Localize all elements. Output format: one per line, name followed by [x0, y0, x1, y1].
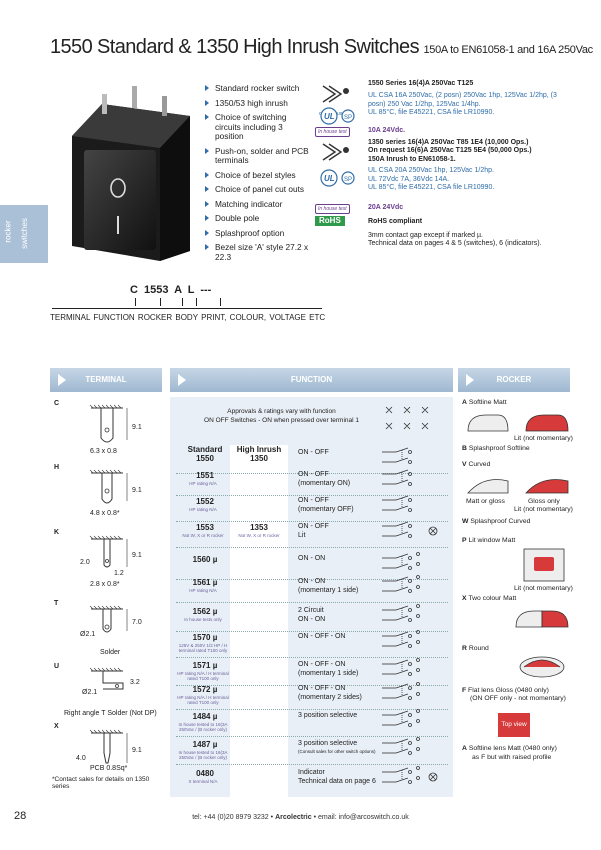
function-description: ON - OFF [298, 449, 329, 456]
standard-number: 1550 [196, 454, 214, 463]
function-code-note: HP rating N/A [189, 481, 217, 486]
function-code-note: 125V & 250V 1/2 HP / H terminal rated T100 only [178, 643, 228, 653]
function-description: ON - OFF - ON [298, 685, 346, 692]
terminal-k-2: 2.0 [80, 559, 90, 566]
function-code-standard: 0480 [196, 769, 214, 778]
rocker-a-name: Softline Matt [468, 399, 507, 406]
function-description: Indicator [298, 769, 325, 776]
function-description: ON - OFF - ON [298, 633, 346, 640]
rocker-b-letter: B [462, 445, 467, 452]
switch-schematic-icon [378, 630, 448, 652]
ce-approval-icon-2 [323, 144, 349, 160]
switch-schematic-icon [378, 446, 448, 468]
rocker-v-letter: V [462, 461, 467, 468]
function-code-standard: 1551 [196, 471, 214, 480]
terminal-c-letter: C [54, 400, 60, 407]
function-code-note: In house tests only [184, 617, 222, 622]
rocker-r-name: Round [468, 645, 489, 652]
function-code-note: In house tested to 16(3A 250Vac / (B rocker only) [178, 750, 228, 760]
side-tab-rocker-switches[interactable] [0, 205, 48, 263]
function-description: 3 position selective [298, 740, 358, 747]
function-header-label: FUNCTION [290, 375, 333, 384]
code-tick [182, 298, 183, 306]
rocker-v-matt: Matt or gloss [466, 498, 505, 505]
code-tick [196, 298, 197, 306]
feature-item: Matching indicator [205, 200, 313, 210]
terminal-layout-icon [382, 403, 438, 437]
function-code-standard: 1552 [196, 497, 214, 506]
onoff-note: ON OFF Switches - ON when pressed over terminal 1 [204, 417, 359, 424]
terminal-x-40: 4.0 [76, 755, 86, 762]
function-code-standard: 1572 µ [192, 685, 218, 694]
function-code-note: X terminal N/A [188, 779, 218, 784]
rocker-f-name: Flat lens Gloss (0480 only) [468, 687, 549, 694]
function-description: ON - ON [298, 555, 326, 562]
rocker-x-letter: X [462, 595, 467, 602]
rocker-header [458, 368, 570, 392]
approval-1550-ul85: UL 85°C, file E45221, CSA file LR10990. [368, 109, 495, 117]
us-mark: us [337, 111, 343, 117]
switch-schematic-icon [378, 575, 448, 597]
terminal-c-size: 6.3 x 0.8 [90, 448, 117, 455]
function-code-note: HP rating N/A [189, 507, 217, 512]
function-code-note: HP rating N/A [189, 588, 217, 593]
approval-1550-ul-csa: UL CSA 16A 250Vac, (2 posn) 250Vac 1hp, 125Vac 1/2hp, (3 posn) 250 Vac 1/2hp, 125Vac 1/4hp. [368, 92, 557, 108]
terminal-u-letter: U [54, 663, 60, 670]
code-a: A [174, 284, 182, 296]
feature-item: Choice of panel cut outs [205, 185, 313, 195]
rocker-column [462, 397, 577, 797]
approval-1350-series-a: 1350 series 16(4)A 250Vac T85 1E4 (10,000 Ops.) [368, 139, 529, 146]
switch-schematic-icon [378, 520, 448, 542]
rocker-b-name: Splashproof Softline [468, 445, 530, 452]
function-code-standard: 1571 µ [192, 661, 218, 670]
inrush-heading: High Inrush [236, 445, 282, 454]
terminal-k-letter: K [54, 529, 60, 536]
rocker-v-gloss: Gloss only [528, 498, 560, 505]
rocker-a2-note: as F but with raised profile [472, 754, 552, 761]
rocker-v-name: Curved [468, 461, 491, 468]
function-code-standard: 1487 µ [192, 740, 218, 749]
terminal-x-dim: 9.1 [132, 747, 142, 754]
feature-item: 1350/53 high inrush [205, 99, 313, 109]
switch-schematic-icon [378, 494, 448, 516]
rocker-x-drawing [512, 605, 572, 631]
terminal-u-name: Right angle T Solder (Not DP) [64, 710, 157, 717]
in-house-test-badge: In house test [315, 127, 350, 137]
approval-1350-ul85: UL 85°C, file E45221, CSA file LR10990. [368, 184, 495, 192]
terminal-k-12: 1.2 [114, 570, 124, 577]
rocker-f-letter: F [462, 687, 467, 694]
terminal-u-dia: Ø2.1 [82, 689, 98, 696]
approval-1550-series: 1550 Series 16(4)A 250Vac T125 [368, 80, 474, 87]
footer-sep: • [270, 814, 274, 821]
footer-sep: • [313, 814, 317, 821]
rocker-r-drawing [514, 651, 570, 681]
function-code-standard: 1561 µ [192, 578, 218, 587]
approval-icons [315, 80, 365, 200]
terminal-h-dim: 9.1 [132, 487, 142, 494]
function-code-inrush-note: Not W, X or R rocker [238, 533, 280, 538]
function-code-standard: 1553 [196, 523, 214, 532]
terminal-t-dia: Ø2.1 [80, 631, 96, 638]
feature-list [205, 84, 313, 267]
function-code-note: HP rating N/A / H terminal rated T100 only [177, 695, 229, 705]
title-main: 1550 Standard & 1350 High Inrush Switches [50, 36, 419, 58]
terminal-header-label: TERMINAL [85, 375, 127, 384]
technical-data-note: Technical data on pages 4 & 5 (switches), 6 (indicators). [368, 240, 542, 248]
terminal-t-letter: T [54, 600, 59, 607]
function-description-2: (momentary 1 side) [298, 587, 359, 594]
function-description-2: (momentary 1 side) [298, 670, 359, 677]
function-code-note: HP rating N/A / H terminal rated T100 only [177, 671, 229, 681]
terminal-x-letter: X [54, 723, 59, 730]
terminal-c-dim: 9.1 [132, 424, 142, 431]
in-house-test-badge-2: In house test [315, 204, 350, 214]
svg-text:SP: SP [344, 115, 353, 121]
svg-text:UL: UL [324, 174, 335, 183]
feature-item: Choice of bezel styles [205, 171, 313, 181]
ce-approval-icon [323, 86, 349, 102]
footer-tel: tel: +44 (0)20 8979 3232 [192, 814, 269, 821]
terminal-x-size: PCB 0.8Sq* [90, 765, 128, 772]
rocker-w-letter: W [462, 518, 469, 525]
terminal-k-size: 2.8 x 0.8* [90, 581, 120, 588]
function-code-standard: 1560 µ [192, 555, 218, 564]
code-tick [160, 298, 161, 306]
contact-gap-note: 3mm contact gap except if marked µ. [368, 232, 483, 239]
code-number: 1553 [144, 284, 169, 296]
approval-1550-inhouse: 10A 24Vdc. [368, 127, 406, 134]
terminal-u-dim: 3.2 [130, 679, 140, 686]
function-description-2: Technical data on page 6 [298, 778, 376, 785]
top-view-badge: Top view [498, 713, 530, 737]
title-sub: 150A to EN61058-1 and 16A 250Vac [423, 44, 593, 56]
part-code-labels: TERMINAL FUNCTION ROCKER BODY PRINT, COLOUR, VOLTAGE ETC [50, 313, 326, 322]
rocker-a-drawing [464, 409, 574, 435]
footer-email: email: info@arcoswitch.co.uk [318, 814, 409, 821]
rocker-p-name: Lit window Matt [468, 537, 516, 544]
function-description: ON - ON [298, 578, 326, 585]
approval-1350-ul-csa: UL CSA 20A 250Vac 1hp, 125Vac 1/2hp. [368, 167, 494, 175]
function-description: ON - OFF - ON [298, 661, 346, 668]
function-description-2: Lit [298, 532, 306, 539]
rocker-w-name: Splashproof Curved [470, 518, 531, 525]
approval-1350-series-c: 150A Inrush to EN61058-1. [368, 155, 456, 163]
code-dashes: --- [200, 284, 212, 296]
feature-item: Double pole [205, 214, 313, 224]
feature-item: Bezel size 'A' style 27.2 x 22.3 [205, 243, 313, 262]
code-tick [220, 298, 221, 306]
svg-text:SP: SP [344, 177, 353, 183]
svg-text:UL: UL [324, 112, 335, 121]
function-description: 2 Circuit [298, 607, 324, 614]
rocker-f-note: (ON OFF only - not momentary) [470, 695, 566, 702]
terminal-h-letter: H [54, 464, 60, 471]
switch-schematic-icon [378, 709, 448, 731]
rocker-a-letter: A [462, 399, 467, 406]
code-underline [52, 308, 322, 309]
function-code-standard: 1570 µ [192, 633, 218, 642]
function-description: ON - OFF [298, 471, 329, 478]
feature-item: Splashproof option [205, 229, 313, 239]
rocker-p-lit: Lit (not momentary) [514, 585, 573, 592]
part-code [130, 284, 211, 296]
switch-schematic-icon [378, 737, 448, 759]
rocker-a2-name: Softline lens Matt (0480 only) [468, 745, 557, 752]
rohs-compliant: RoHS compliant [368, 218, 423, 225]
feature-item: Push-on, solder and PCB terminals [205, 147, 313, 166]
function-description: 3 position selective [298, 712, 358, 719]
function-description: ON - OFF [298, 523, 329, 530]
terminal-note: *Contact sales for details on 1350 series [52, 776, 150, 790]
rocker-p-letter: P [462, 537, 467, 544]
approval-1350-inhouse: 20A 24Vdc [368, 204, 404, 211]
function-header [170, 368, 453, 392]
function-panel [170, 397, 453, 797]
rohs-badge: RoHS [315, 216, 345, 226]
feature-item: Standard rocker switch [205, 84, 313, 94]
rocker-x-name: Two colour Matt [468, 595, 517, 602]
rocker-v-drawing [464, 471, 574, 497]
switch-schematic-icon [378, 682, 448, 704]
function-description-2: ON - ON [298, 616, 326, 623]
rocker-p-drawing [522, 547, 566, 583]
rocker-a-lit: Lit (not momentary) [514, 435, 573, 442]
code-tick [135, 298, 136, 306]
function-code-standard: 1484 µ [192, 712, 218, 721]
terminal-column [52, 397, 164, 797]
feature-item: Choice of switching circuits including 3 position [205, 113, 313, 142]
inrush-number: 1350 [250, 454, 268, 463]
terminal-t-dim: 7.0 [132, 619, 142, 626]
rocker-switch-photo [62, 76, 192, 266]
approvals-vary-note: Approvals & ratings vary with function [227, 408, 336, 415]
function-description-2: (momentary ON) [298, 480, 351, 487]
approval-1350-series-b: On request 16(6)A 250Vac T125 5E4 (50,000 Ops.) [368, 147, 532, 155]
function-description-2: (Consult sales for other switch options) [298, 749, 376, 754]
switch-schematic-icon [378, 468, 448, 490]
function-description: ON - OFF [298, 497, 329, 504]
standard-heading: Standard [187, 445, 223, 454]
code-c: C [130, 284, 138, 296]
rocker-r-letter: R [462, 645, 467, 652]
code-l: L [187, 284, 195, 296]
function-code-note: In house tested to 16(3A 250Vac / (B rocker only) [178, 722, 228, 732]
page-title [50, 36, 593, 59]
rocker-a2-letter: A [462, 745, 467, 752]
ul-approval-icon-2 [321, 170, 337, 186]
switch-schematic-icon [378, 658, 448, 680]
function-description-2: (momentary OFF) [298, 506, 354, 513]
c-mark: c [319, 111, 322, 117]
function-description-2: (momentary 2 sides) [298, 694, 362, 701]
footer-brand: Arcolectric [275, 814, 312, 821]
switch-schematic-icon [378, 552, 448, 574]
row-divider [176, 764, 448, 765]
function-code-standard: 1562 µ [192, 607, 218, 616]
row-divider [176, 602, 448, 603]
switch-schematic-icon [378, 604, 448, 626]
rocker-header-label: ROCKER [496, 375, 532, 384]
csa-approval-icon-2 [342, 172, 354, 184]
function-code-inrush: 1353 [250, 523, 268, 532]
side-tab-label-1: rocker [3, 220, 13, 243]
inrush-column-bg [230, 463, 288, 797]
terminal-k-dim: 9.1 [132, 552, 142, 559]
terminal-t-name: Solder [100, 649, 121, 656]
switch-schematic-icon [378, 766, 448, 788]
footer [0, 814, 601, 821]
side-tab-label-2: switches [19, 218, 29, 249]
page-number: 28 [14, 810, 27, 822]
rocker-v-lit: Lit (not momentary) [514, 506, 573, 513]
approval-1350-ul72: UL 72Vdc 7A, 36Vdc 14A. [368, 175, 450, 183]
terminal-h-size: 4.8 x 0.8* [90, 510, 120, 517]
row-divider [176, 547, 448, 548]
terminal-header [50, 368, 162, 392]
function-code-note: Not W, X or R rocker [182, 533, 224, 538]
